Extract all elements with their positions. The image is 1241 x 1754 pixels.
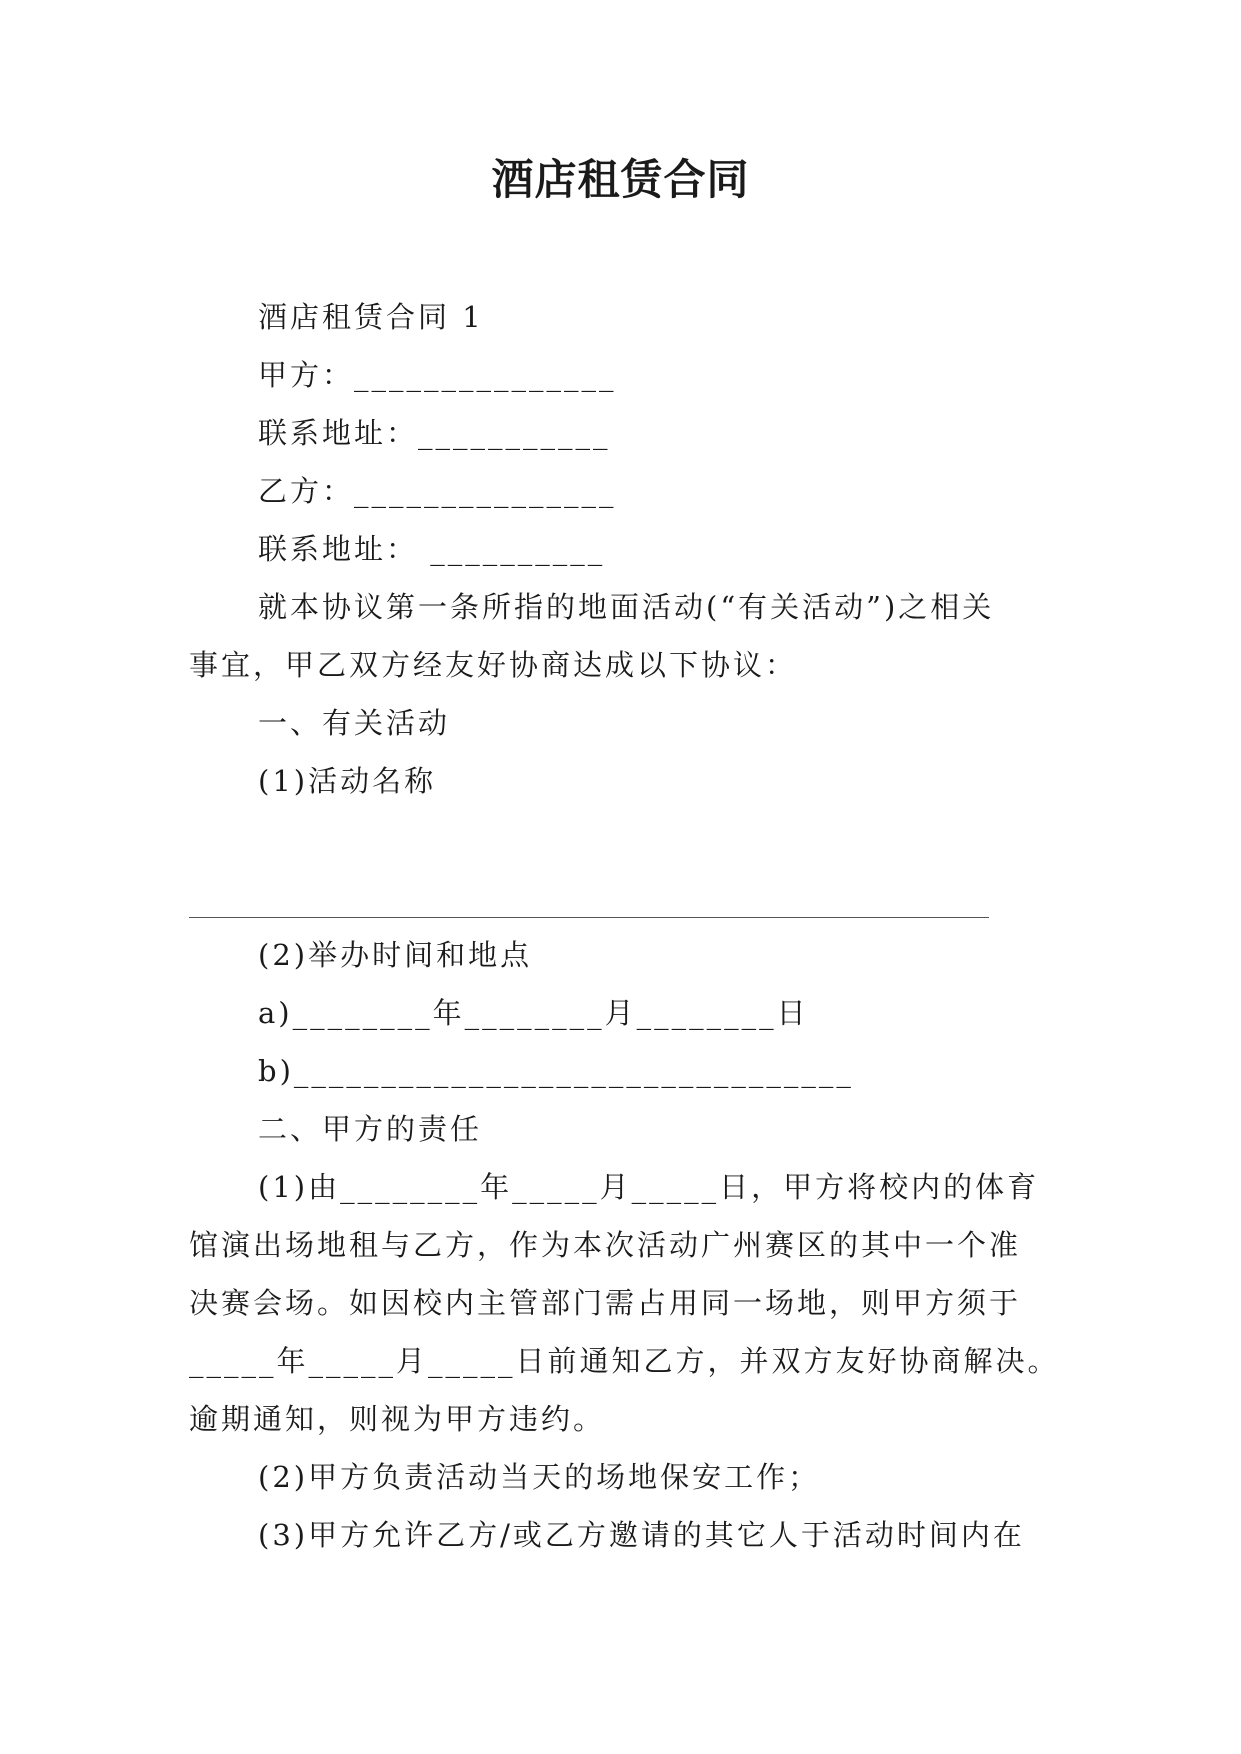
item-place-blank: b)________________________________ <box>258 1054 854 1088</box>
contract-subtitle: 酒店租赁合同 1 <box>258 300 484 334</box>
intro-paragraph-line-2: 事宜，甲乙双方经友好协商达成以下协议： <box>189 648 798 682</box>
activity-name-blank-line <box>189 917 989 918</box>
clause-2-2: (2)甲方负责活动当天的场地保安工作； <box>258 1460 821 1494</box>
clause-2-1-line-4: _____年_____月_____日前通知乙方，并双方友好协商解决。 <box>189 1344 1060 1378</box>
clause-2-1-line-1: (1)由________年_____月_____日，甲方将校内的体育 <box>258 1170 1040 1204</box>
clause-2-1-line-5: 逾期通知，则视为甲方违约。 <box>189 1402 606 1436</box>
section-1-heading: 一、有关活动 <box>258 706 451 740</box>
item-time-and-place: (2)举办时间和地点 <box>258 938 533 972</box>
item-date-blank: a)________年________月________日 <box>258 996 809 1030</box>
party-a-field: 甲方：_______________ <box>258 358 617 392</box>
intro-paragraph-line-1: 就本协议第一条所指的地面活动(“有关活动”)之相关 <box>258 590 995 624</box>
party-b-field: 乙方：_______________ <box>258 474 617 508</box>
party-b-address-field: 联系地址： __________ <box>258 532 606 566</box>
section-2-heading: 二、甲方的责任 <box>258 1112 483 1146</box>
party-a-address-field: 联系地址：___________ <box>258 416 611 450</box>
clause-2-3: (3)甲方允许乙方/或乙方邀请的其它人于活动时间内在 <box>258 1518 1025 1552</box>
clause-2-1-line-3: 决赛会场。如因校内主管部门需占用同一场地，则甲方须于 <box>189 1286 1022 1320</box>
item-activity-name: (1)活动名称 <box>258 764 437 798</box>
document-title: 酒店租赁合同 <box>491 155 750 204</box>
clause-2-1-line-2: 馆演出场地租与乙方，作为本次活动广州赛区的其中一个准 <box>189 1228 1022 1262</box>
